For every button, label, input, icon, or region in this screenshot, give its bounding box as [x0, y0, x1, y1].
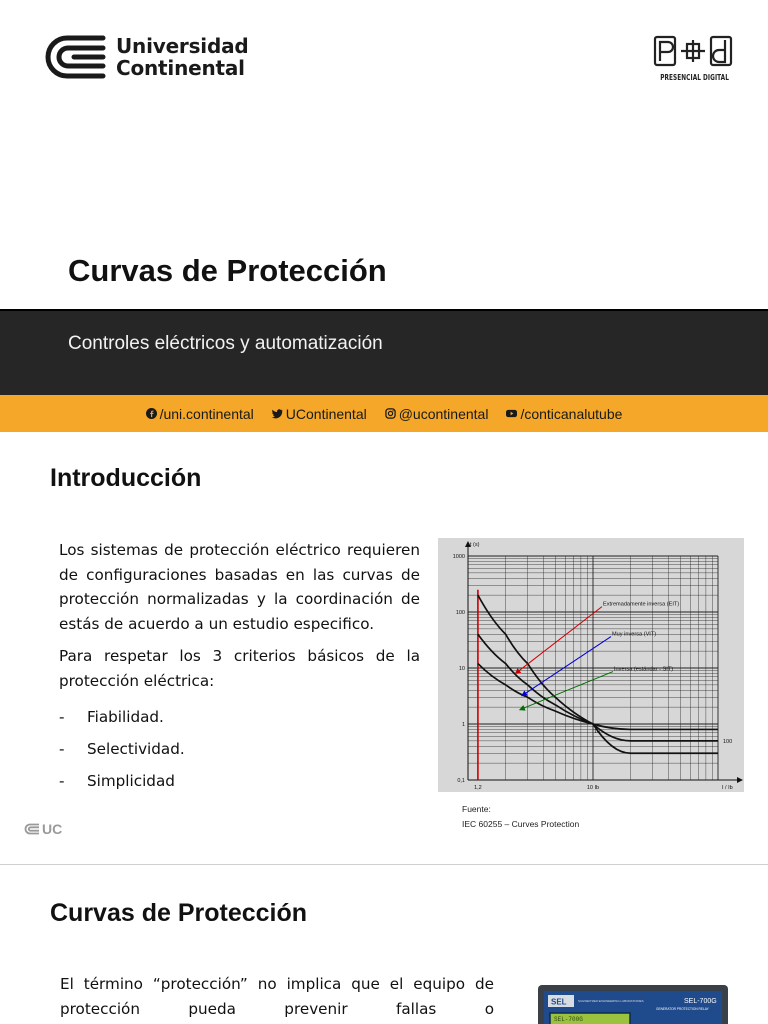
- youtube-icon: [506, 408, 517, 419]
- criteria-label: Fiabilidad.: [87, 707, 164, 726]
- x-axis-label: I / Ib: [722, 785, 733, 791]
- social-twitter[interactable]: [272, 406, 367, 422]
- social-band: [0, 395, 768, 432]
- bullet-dash: -: [59, 707, 65, 726]
- legend-arrow: [516, 607, 602, 674]
- source-text: IEC 60255 – Curves Protection: [462, 819, 580, 829]
- university-logo: [44, 34, 249, 80]
- y-tick-label: 1000: [452, 554, 465, 560]
- social-label: UContinental: [285, 405, 367, 422]
- twitter-icon: [272, 408, 283, 419]
- uc-logo-icon: [44, 34, 106, 80]
- inner-label: 10: [594, 729, 601, 735]
- y-tick-label: 100: [455, 610, 465, 616]
- list-item: [59, 701, 420, 733]
- svg-text:SCHWEITZER ENGINEERING LABORAT: SCHWEITZER ENGINEERING LABORATORIES: [578, 999, 644, 1003]
- relay-subtitle: GENERATOR PROTECTION RELAY: [656, 1007, 709, 1011]
- criteria-label: Simplicidad: [87, 771, 175, 790]
- relay-brand: SEL: [551, 997, 567, 1007]
- protection-curves-chart: [438, 538, 744, 792]
- presencial-digital-logo: [652, 34, 734, 82]
- social-label: @ucontinental: [398, 405, 489, 422]
- legend-label: Muy inversa (VIT): [612, 631, 657, 638]
- bullet-dash: -: [59, 771, 65, 790]
- intro-paragraph-2: Para respetar los 3 criterios básicos de la protección eléctrica:: [59, 647, 420, 690]
- logo-line1: Universidad: [116, 34, 249, 58]
- chart-source: [462, 802, 579, 832]
- cover-subtitle: Controles eléctricos y automatización: [68, 333, 383, 354]
- legend-label: Inversa (estándar - SIT): [614, 666, 674, 673]
- social-label: /conticanalutube: [520, 405, 623, 422]
- x-tick-label: 1,2: [474, 785, 482, 791]
- y-tick-label: 1: [461, 722, 465, 728]
- footer-logo-text: UC: [42, 821, 63, 837]
- section-slide: [0, 864, 768, 1024]
- list-item: [59, 765, 420, 797]
- intro-slide: [0, 432, 768, 864]
- uc-logo-icon: [24, 823, 40, 835]
- facebook-icon: [146, 408, 157, 419]
- legend-arrow: [522, 637, 611, 696]
- pd-logo-icon: [653, 34, 733, 68]
- bullet-dash: -: [59, 739, 65, 758]
- social-instagram[interactable]: [385, 406, 489, 422]
- social-facebook[interactable]: [146, 406, 254, 422]
- pd-logo-text: PRESENCIAL DIGITAL: [660, 73, 729, 82]
- social-youtube[interactable]: [506, 406, 622, 422]
- cover-slide: [0, 0, 768, 432]
- relay-device-image: [538, 981, 728, 1024]
- x-tick-label: 10 Ib: [586, 785, 600, 791]
- criteria-list: [59, 701, 420, 797]
- intro-paragraph-1: Los sistemas de protección eléctrico requieren de configuraciones basadas en las curvas de protección normalizadas y la coordinación de estás de acuerdo a un estudio especifico.: [59, 541, 420, 633]
- subtitle-band: [0, 309, 768, 395]
- inner-label: 100: [723, 738, 733, 745]
- instagram-icon: [385, 408, 396, 419]
- intro-body: [59, 538, 420, 797]
- criteria-label: Selectividad.: [87, 739, 185, 758]
- list-item: [59, 733, 420, 765]
- footer-uc-logo: [24, 821, 62, 837]
- y-tick-label: 0,1: [457, 778, 465, 784]
- relay-model: SEL-700G: [684, 998, 717, 1005]
- relay-display-text: SEL-700G: [554, 1016, 583, 1023]
- chart-svg: [438, 538, 744, 792]
- chart-grid: [468, 556, 718, 780]
- chart-axes: [468, 542, 742, 780]
- source-label: Fuente:: [462, 804, 491, 814]
- y-tick-label: 10: [458, 666, 465, 672]
- legend-label: Extremadamente inversa (EIT): [603, 601, 680, 608]
- series-line: [478, 631, 718, 753]
- cover-title: Curvas de Protección: [68, 253, 387, 288]
- section-heading: Curvas de Protección: [50, 899, 308, 927]
- logo-line2: Continental: [116, 56, 245, 80]
- section-paragraph: El término “protección” no implica que el equipo de protección pueda prevenir fallas o: [60, 975, 494, 1018]
- university-name: [116, 35, 249, 79]
- social-label: /uni.continental: [159, 405, 254, 422]
- intro-heading: Introducción: [50, 464, 202, 492]
- y-axis-label: t (s): [470, 542, 480, 548]
